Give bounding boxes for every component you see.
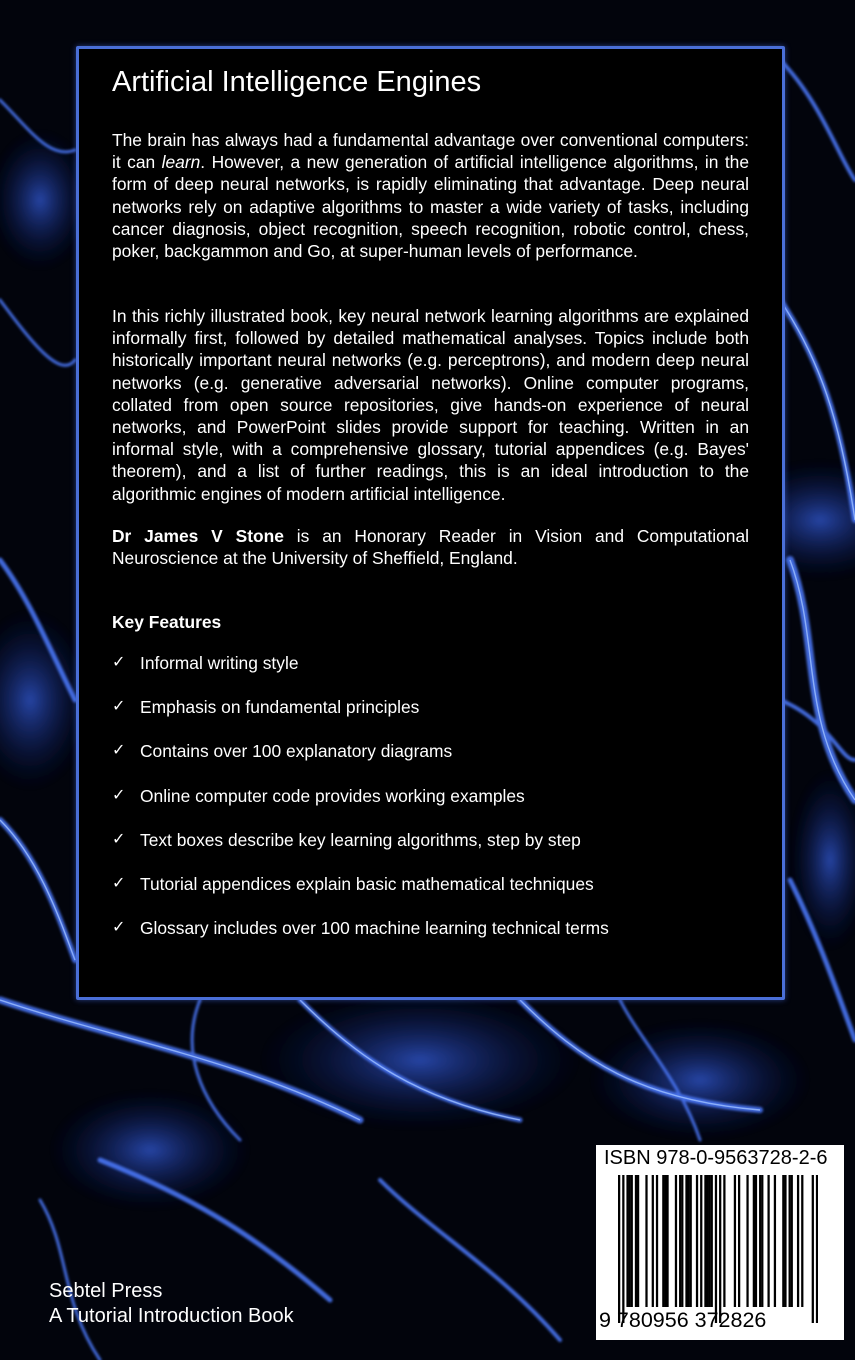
barcode-bar <box>635 1175 637 1307</box>
barcode-bar <box>759 1175 761 1307</box>
isbn-barcode <box>596 1145 844 1340</box>
barcode-bar <box>681 1175 683 1307</box>
intro-paragraph: The brain has always had a fundamental advantage over conventional computers: it can learn. However, a new generation of artificial intelligence algorithms, in the form of deep neural networks, is rapidly eliminating that advantage. Deep neural networks rely on adaptive algorithms to master a wide variety of tasks, including cancer diagnosis, object recognition, speech recognition, robotic control, chess, poker, backgammon and Go, at super-human levels of performance. <box>112 130 749 262</box>
barcode-bar <box>622 1175 624 1323</box>
publisher-info <box>49 1279 294 1329</box>
checkmark-icon: ✓ <box>112 698 126 716</box>
barcode-bar <box>690 1175 692 1307</box>
barcode-bar <box>629 1175 631 1307</box>
barcode-bar <box>679 1175 681 1307</box>
barcode-bar <box>685 1175 687 1307</box>
barcode-bar <box>652 1175 654 1307</box>
barcode-bar <box>738 1175 740 1307</box>
barcode-bar <box>637 1175 639 1307</box>
series-name: A Tutorial Introduction Book <box>49 1305 294 1327</box>
key-features-heading: Key Features <box>112 612 222 632</box>
barcode-bar <box>662 1175 664 1307</box>
feature-item: ✓ Emphasis on fundamental principles <box>112 697 420 718</box>
feature-item: ✓ Text boxes describe key learning algorithms, step by step <box>112 829 581 850</box>
barcode-bar <box>755 1175 757 1307</box>
barcode-bar <box>784 1175 786 1307</box>
barcode-digits: 9 780956 372826 <box>599 1308 767 1332</box>
checkmark-icon: ✓ <box>112 742 126 760</box>
isbn-label: ISBN 978-0-9563728-2-6 <box>604 1147 828 1169</box>
checkmark-icon: ✓ <box>112 874 126 892</box>
barcode-bar <box>704 1175 706 1307</box>
feature-item: ✓ Contains over 100 explanatory diagrams <box>112 741 453 762</box>
barcode-bar <box>709 1175 711 1307</box>
barcode-bar <box>761 1175 763 1307</box>
checkmark-icon: ✓ <box>112 919 126 937</box>
barcode-bar <box>631 1175 633 1307</box>
contents-paragraph: In this richly illustrated book, key neural network learning algorithms are explained informally first, followed by detailed mathematical analyses. Topics include both historically important neural networks (e.g. perceptrons), and modern deep neural networks (e.g. generative adversarial networks). Online computer programs, collated from open source repositories, give hands-on experience of neural networks, and PowerPoint slides provide support for teaching. Written in an informal style, with a comprehensive glossary, tutorial appendices (e.g. Bayes' theorem), and a list of further readings, this is an ideal introduction to the algorithmic engines of modern artificial intelligence. <box>112 306 749 504</box>
barcode-bar <box>626 1175 628 1307</box>
checkmark-icon: ✓ <box>112 830 126 848</box>
barcode-bar <box>753 1175 755 1307</box>
barcode-bar <box>656 1175 658 1307</box>
barcode-bar <box>696 1175 698 1307</box>
feature-item: ✓ Informal writing style <box>112 653 299 673</box>
barcode-bar <box>618 1175 620 1323</box>
checkmark-icon: ✓ <box>112 654 126 671</box>
barcode-bar <box>791 1175 793 1307</box>
author-bio: Dr James V Stone is an Honorary Reader in Vision and Computational Neuroscience at the University of Sheffield, England. <box>112 526 749 569</box>
barcode-bar <box>706 1175 708 1307</box>
barcode-bar <box>797 1175 799 1307</box>
author-name: Dr James V Stone <box>112 526 284 546</box>
barcode-bar <box>801 1175 803 1307</box>
feature-item: ✓ Online computer code provides working examples <box>112 785 525 806</box>
barcode-bar <box>812 1175 814 1323</box>
barcode-bar <box>666 1175 668 1307</box>
checkmark-icon: ✓ <box>112 786 126 804</box>
barcode-bar <box>700 1175 702 1307</box>
emphasis-learn: learn <box>161 152 201 173</box>
barcode-bar <box>789 1175 791 1307</box>
barcode-bar <box>734 1175 736 1307</box>
barcode-bar <box>816 1175 818 1323</box>
feature-item: ✓ Tutorial appendices explain basic mathematical techniques <box>112 873 594 894</box>
barcode-bar <box>774 1175 776 1307</box>
barcode-bar <box>767 1175 769 1307</box>
barcode-bar <box>645 1175 647 1307</box>
barcode-bar <box>715 1175 717 1323</box>
barcode-bar <box>746 1175 748 1307</box>
barcode-bar <box>687 1175 689 1307</box>
feature-item: ✓ Glossary includes over 100 machine learning technical terms <box>112 918 609 939</box>
book-title: Artificial Intelligence Engines <box>112 66 482 98</box>
barcode-bar <box>675 1175 677 1307</box>
barcode-bar <box>723 1175 725 1307</box>
key-features-list <box>112 652 609 961</box>
barcode-bar <box>711 1175 713 1307</box>
barcode-bar <box>719 1175 721 1323</box>
publisher-name: Sebtel Press <box>49 1280 163 1302</box>
barcode-bar <box>664 1175 666 1307</box>
barcode-bar <box>782 1175 784 1307</box>
